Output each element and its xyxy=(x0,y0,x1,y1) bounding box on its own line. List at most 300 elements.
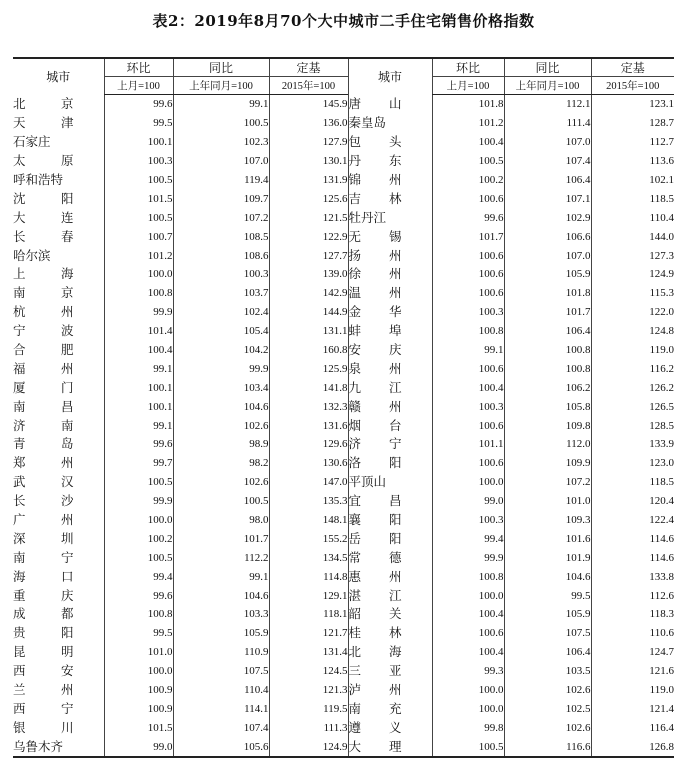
huanbi-value-right: 100.4 xyxy=(432,133,504,152)
table-row xyxy=(13,473,674,492)
tongbi-value-right: 107.1 xyxy=(504,189,591,208)
table-row xyxy=(13,152,674,171)
huanbi-value-left: 99.9 xyxy=(104,492,173,511)
dingji-value-left: 119.5 xyxy=(269,700,348,719)
table-row xyxy=(13,397,674,416)
dingji-value-right: 110.4 xyxy=(591,208,674,227)
table-row xyxy=(13,454,674,473)
tongbi-value-left: 107.5 xyxy=(173,662,269,681)
dingji-value-left: 145.9 xyxy=(269,95,348,114)
table-row xyxy=(13,114,674,133)
city-name-right: 秦皇岛 xyxy=(348,114,432,133)
dingji-subheader-right: 2015年=100 xyxy=(591,77,674,95)
table-row xyxy=(13,284,674,303)
table-row xyxy=(13,718,674,737)
huanbi-value-left: 99.6 xyxy=(104,586,173,605)
tongbi-value-right: 100.8 xyxy=(504,359,591,378)
table-row xyxy=(13,529,674,548)
city-name-left: 上海 xyxy=(13,266,74,282)
dingji-value-left: 111.3 xyxy=(269,718,348,737)
city-name-right: 扬州 xyxy=(348,246,432,265)
dingji-value-left: 132.3 xyxy=(269,397,348,416)
huanbi-value-left: 100.2 xyxy=(104,529,173,548)
tongbi-value-left: 107.0 xyxy=(173,152,269,171)
city-name-right: 常德 xyxy=(348,548,432,567)
huanbi-value-left: 100.0 xyxy=(104,662,173,681)
table-row xyxy=(13,681,674,700)
tongbi-value-right: 107.2 xyxy=(504,473,591,492)
dingji-value-left: 134.5 xyxy=(269,548,348,567)
dingji-value-right: 124.7 xyxy=(591,643,674,662)
table-row xyxy=(13,643,674,662)
city-name-right: 遵义 xyxy=(348,718,432,737)
huanbi-value-left: 99.1 xyxy=(104,359,173,378)
table-row xyxy=(13,322,674,341)
city-name-left: 海口 xyxy=(13,568,74,584)
tongbi-value-left: 103.4 xyxy=(173,378,269,397)
huanbi-value-right: 100.6 xyxy=(432,265,504,284)
huanbi-value-right: 100.0 xyxy=(432,586,504,605)
dingji-value-right: 116.2 xyxy=(591,359,674,378)
city-name-right: 泸州 xyxy=(348,681,432,700)
huanbi-value-right: 100.4 xyxy=(432,605,504,624)
huanbi-value-left: 101.2 xyxy=(104,246,173,265)
tongbi-value-left: 107.4 xyxy=(173,718,269,737)
dingji-value-left: 148.1 xyxy=(269,511,348,530)
city-name-right: 温州 xyxy=(348,284,432,303)
huanbi-value-right: 100.8 xyxy=(432,567,504,586)
city-name-left: 广州 xyxy=(13,512,74,528)
tongbi-value-left: 103.7 xyxy=(173,284,269,303)
tongbi-value-right: 107.0 xyxy=(504,133,591,152)
dingji-value-right: 126.2 xyxy=(591,378,674,397)
city-name-right: 锦州 xyxy=(348,171,432,190)
huanbi-value-right: 100.5 xyxy=(432,152,504,171)
dingji-value-left: 122.9 xyxy=(269,227,348,246)
huanbi-value-right: 101.7 xyxy=(432,227,504,246)
dingji-header-left: 定基 xyxy=(269,58,348,77)
tongbi-value-right: 106.2 xyxy=(504,378,591,397)
city-name-right: 泉州 xyxy=(348,359,432,378)
table-row xyxy=(13,624,674,643)
city-name-left: 成都 xyxy=(13,606,74,622)
dingji-value-right: 119.0 xyxy=(591,341,674,360)
city-name-left: 西安 xyxy=(13,663,74,679)
tongbi-value-right: 106.6 xyxy=(504,227,591,246)
price-index-table xyxy=(13,57,674,758)
table-row xyxy=(13,208,674,227)
tongbi-value-left: 110.4 xyxy=(173,681,269,700)
city-name-right: 无锡 xyxy=(348,227,432,246)
table-row xyxy=(13,567,674,586)
dingji-value-left: 144.9 xyxy=(269,303,348,322)
tongbi-value-right: 109.3 xyxy=(504,511,591,530)
city-name-left: 合肥 xyxy=(13,342,74,358)
city-name-right: 岳阳 xyxy=(348,529,432,548)
tongbi-value-right: 107.5 xyxy=(504,624,591,643)
table-row xyxy=(13,492,674,511)
city-name-left: 长春 xyxy=(13,228,74,244)
tongbi-value-right: 109.9 xyxy=(504,454,591,473)
huanbi-value-right: 100.3 xyxy=(432,397,504,416)
tongbi-value-right: 109.8 xyxy=(504,416,591,435)
dingji-value-right: 126.8 xyxy=(591,737,674,757)
tongbi-value-left: 99.9 xyxy=(173,359,269,378)
huanbi-value-left: 100.8 xyxy=(104,284,173,303)
table-row xyxy=(13,133,674,152)
huanbi-value-right: 99.8 xyxy=(432,718,504,737)
city-name-left: 济南 xyxy=(13,417,74,433)
tongbi-value-left: 100.5 xyxy=(173,492,269,511)
city-header-right: 城市 xyxy=(348,58,432,95)
city-name-right: 韶关 xyxy=(348,605,432,624)
dingji-value-left: 114.8 xyxy=(269,567,348,586)
city-name-left: 西宁 xyxy=(13,700,74,716)
huanbi-value-right: 100.6 xyxy=(432,246,504,265)
huanbi-value-left: 100.9 xyxy=(104,681,173,700)
city-name-right: 南充 xyxy=(348,700,432,719)
dingji-value-right: 118.5 xyxy=(591,473,674,492)
huanbi-value-left: 99.7 xyxy=(104,454,173,473)
huanbi-value-right: 101.2 xyxy=(432,114,504,133)
city-name-left: 天津 xyxy=(13,115,74,131)
city-name-right: 吉林 xyxy=(348,189,432,208)
tongbi-value-left: 105.9 xyxy=(173,624,269,643)
table-row xyxy=(13,511,674,530)
tongbi-value-right: 111.4 xyxy=(504,114,591,133)
huanbi-value-right: 101.1 xyxy=(432,435,504,454)
dingji-value-right: 128.7 xyxy=(591,114,674,133)
table-row xyxy=(13,171,674,190)
huanbi-value-left: 100.8 xyxy=(104,605,173,624)
huanbi-value-left: 99.4 xyxy=(104,567,173,586)
tongbi-value-right: 105.9 xyxy=(504,605,591,624)
dingji-value-right: 133.8 xyxy=(591,567,674,586)
tongbi-value-left: 98.2 xyxy=(173,454,269,473)
dingji-value-left: 129.6 xyxy=(269,435,348,454)
huanbi-value-right: 100.6 xyxy=(432,359,504,378)
huanbi-value-right: 99.9 xyxy=(432,548,504,567)
dingji-value-left: 127.7 xyxy=(269,246,348,265)
tongbi-value-left: 99.1 xyxy=(173,95,269,114)
tongbi-value-right: 100.8 xyxy=(504,341,591,360)
table-row xyxy=(13,435,674,454)
huanbi-value-left: 99.6 xyxy=(104,95,173,114)
huanbi-value-left: 100.4 xyxy=(104,341,173,360)
table-body xyxy=(13,95,674,758)
dingji-value-right: 112.7 xyxy=(591,133,674,152)
dingji-value-right: 123.0 xyxy=(591,454,674,473)
dingji-value-right: 124.9 xyxy=(591,265,674,284)
tongbi-subheader-right: 上年同月=100 xyxy=(504,77,591,95)
huanbi-value-left: 100.5 xyxy=(104,473,173,492)
huanbi-value-right: 100.0 xyxy=(432,473,504,492)
dingji-value-left: 135.3 xyxy=(269,492,348,511)
dingji-value-left: 155.2 xyxy=(269,529,348,548)
huanbi-value-left: 101.5 xyxy=(104,718,173,737)
page-title: 表2：2019年8月70个大中城市二手住宅销售价格指数 xyxy=(152,12,535,30)
city-header-left: 城市 xyxy=(13,58,104,95)
dingji-value-left: 118.1 xyxy=(269,605,348,624)
tongbi-value-left: 104.2 xyxy=(173,341,269,360)
tongbi-value-right: 107.4 xyxy=(504,152,591,171)
dingji-value-left: 129.1 xyxy=(269,586,348,605)
huanbi-value-right: 99.4 xyxy=(432,529,504,548)
dingji-value-left: 125.9 xyxy=(269,359,348,378)
tongbi-value-right: 101.6 xyxy=(504,529,591,548)
huanbi-subheader-left: 上月=100 xyxy=(104,77,173,95)
table-row xyxy=(13,662,674,681)
city-name-left: 厦门 xyxy=(13,379,74,395)
city-name-left: 哈尔滨 xyxy=(13,247,51,263)
huanbi-value-left: 99.5 xyxy=(104,114,173,133)
dingji-value-right: 133.9 xyxy=(591,435,674,454)
tongbi-value-left: 107.2 xyxy=(173,208,269,227)
city-name-right: 烟台 xyxy=(348,416,432,435)
city-name-right: 九江 xyxy=(348,378,432,397)
dingji-value-right: 122.4 xyxy=(591,511,674,530)
huanbi-value-right: 100.6 xyxy=(432,624,504,643)
city-name-left: 太原 xyxy=(13,153,74,169)
huanbi-value-left: 100.1 xyxy=(104,378,173,397)
huanbi-value-right: 99.3 xyxy=(432,662,504,681)
table-row xyxy=(13,378,674,397)
city-name-right: 徐州 xyxy=(348,265,432,284)
tongbi-value-left: 102.3 xyxy=(173,133,269,152)
city-name-left: 宁波 xyxy=(13,323,74,339)
huanbi-value-left: 100.7 xyxy=(104,227,173,246)
dingji-value-left: 127.9 xyxy=(269,133,348,152)
city-name-left: 银川 xyxy=(13,719,74,735)
subheader-row xyxy=(13,77,674,95)
table-row xyxy=(13,303,674,322)
tongbi-value-left: 109.7 xyxy=(173,189,269,208)
dingji-value-right: 119.0 xyxy=(591,681,674,700)
city-name-left: 乌鲁木齐 xyxy=(13,737,104,757)
tongbi-value-right: 101.7 xyxy=(504,303,591,322)
table-row xyxy=(13,359,674,378)
tongbi-value-left: 100.5 xyxy=(173,114,269,133)
city-name-right: 丹东 xyxy=(348,152,432,171)
dingji-value-left: 121.3 xyxy=(269,681,348,700)
table-row xyxy=(13,605,674,624)
huanbi-value-right: 99.0 xyxy=(432,492,504,511)
dingji-value-left: 131.1 xyxy=(269,322,348,341)
table-row xyxy=(13,548,674,567)
city-name-left: 杭州 xyxy=(13,304,74,320)
dingji-value-right: 128.5 xyxy=(591,416,674,435)
dingji-value-left: 121.5 xyxy=(269,208,348,227)
huanbi-value-right: 100.6 xyxy=(432,416,504,435)
huanbi-value-left: 99.0 xyxy=(104,737,173,757)
tongbi-value-left: 110.9 xyxy=(173,643,269,662)
huanbi-value-right: 100.6 xyxy=(432,284,504,303)
huanbi-value-right: 101.8 xyxy=(432,95,504,114)
huanbi-value-left: 99.9 xyxy=(104,303,173,322)
tongbi-value-left: 105.6 xyxy=(173,737,269,757)
tongbi-value-left: 100.3 xyxy=(173,265,269,284)
dingji-value-right: 121.6 xyxy=(591,662,674,681)
dingji-value-right: 144.0 xyxy=(591,227,674,246)
tongbi-value-left: 98.9 xyxy=(173,435,269,454)
city-name-right: 三亚 xyxy=(348,662,432,681)
huanbi-value-left: 100.5 xyxy=(104,171,173,190)
huanbi-value-right: 99.6 xyxy=(432,208,504,227)
table-row xyxy=(13,95,674,114)
huanbi-value-left: 100.9 xyxy=(104,700,173,719)
dingji-value-right: 115.3 xyxy=(591,284,674,303)
huanbi-value-left: 99.1 xyxy=(104,416,173,435)
dingji-value-right: 120.4 xyxy=(591,492,674,511)
huanbi-value-left: 101.0 xyxy=(104,643,173,662)
city-name-left: 深圳 xyxy=(13,530,74,546)
table-row xyxy=(13,265,674,284)
huanbi-subheader-right: 上月=100 xyxy=(432,77,504,95)
city-name-left: 武汉 xyxy=(13,474,74,490)
dingji-value-left: 130.1 xyxy=(269,152,348,171)
dingji-value-left: 125.6 xyxy=(269,189,348,208)
tongbi-value-right: 101.9 xyxy=(504,548,591,567)
dingji-value-right: 121.4 xyxy=(591,700,674,719)
tongbi-value-left: 112.2 xyxy=(173,548,269,567)
city-name-left: 大连 xyxy=(13,209,74,225)
city-name-left: 沈阳 xyxy=(13,190,74,206)
tongbi-value-right: 116.6 xyxy=(504,737,591,757)
dingji-value-right: 114.6 xyxy=(591,548,674,567)
huanbi-value-right: 100.6 xyxy=(432,189,504,208)
tongbi-value-right: 102.9 xyxy=(504,208,591,227)
huanbi-value-left: 99.6 xyxy=(104,435,173,454)
huanbi-value-right: 99.1 xyxy=(432,341,504,360)
dingji-value-left: 131.4 xyxy=(269,643,348,662)
huanbi-value-left: 100.5 xyxy=(104,548,173,567)
tongbi-value-right: 107.0 xyxy=(504,246,591,265)
tongbi-value-right: 101.8 xyxy=(504,284,591,303)
tongbi-value-left: 108.6 xyxy=(173,246,269,265)
dingji-value-right: 127.3 xyxy=(591,246,674,265)
tongbi-value-left: 104.6 xyxy=(173,397,269,416)
dingji-value-right: 118.3 xyxy=(591,605,674,624)
table-row xyxy=(13,737,674,757)
tongbi-value-right: 112.1 xyxy=(504,95,591,114)
dingji-value-right: 116.4 xyxy=(591,718,674,737)
huanbi-header-right: 环比 xyxy=(432,58,504,77)
city-name-right: 赣州 xyxy=(348,397,432,416)
table-row xyxy=(13,246,674,265)
tongbi-value-right: 102.5 xyxy=(504,700,591,719)
tongbi-value-left: 119.4 xyxy=(173,171,269,190)
huanbi-value-left: 100.1 xyxy=(104,397,173,416)
dingji-value-right: 112.6 xyxy=(591,586,674,605)
city-name-right: 大理 xyxy=(348,737,432,757)
tongbi-value-left: 105.4 xyxy=(173,322,269,341)
tongbi-value-left: 114.1 xyxy=(173,700,269,719)
huanbi-value-right: 100.0 xyxy=(432,681,504,700)
dingji-value-left: 142.9 xyxy=(269,284,348,303)
dingji-value-right: 124.8 xyxy=(591,322,674,341)
tongbi-value-right: 102.6 xyxy=(504,718,591,737)
dingji-value-left: 130.6 xyxy=(269,454,348,473)
dingji-header-right: 定基 xyxy=(591,58,674,77)
tongbi-value-right: 106.4 xyxy=(504,322,591,341)
dingji-value-right: 113.6 xyxy=(591,152,674,171)
city-name-right: 宜昌 xyxy=(348,492,432,511)
city-name-right: 北海 xyxy=(348,643,432,662)
dingji-subheader-left: 2015年=100 xyxy=(269,77,348,95)
tongbi-value-left: 102.4 xyxy=(173,303,269,322)
tongbi-value-left: 108.5 xyxy=(173,227,269,246)
tongbi-value-right: 99.5 xyxy=(504,586,591,605)
table-row xyxy=(13,227,674,246)
dingji-value-right: 110.6 xyxy=(591,624,674,643)
tongbi-value-left: 102.6 xyxy=(173,416,269,435)
dingji-value-left: 131.9 xyxy=(269,171,348,190)
city-name-left: 重庆 xyxy=(13,587,74,603)
city-name-left: 南京 xyxy=(13,285,74,301)
city-name-left: 青岛 xyxy=(13,436,74,452)
tongbi-value-right: 106.4 xyxy=(504,171,591,190)
city-name-left: 长沙 xyxy=(13,493,74,509)
dingji-value-left: 141.8 xyxy=(269,378,348,397)
city-name-right: 金华 xyxy=(348,303,432,322)
huanbi-value-left: 100.1 xyxy=(104,133,173,152)
tongbi-value-left: 102.6 xyxy=(173,473,269,492)
dingji-value-left: 147.0 xyxy=(269,473,348,492)
tongbi-value-left: 98.0 xyxy=(173,511,269,530)
city-name-right: 济宁 xyxy=(348,435,432,454)
dingji-value-left: 124.9 xyxy=(269,737,348,757)
dingji-value-left: 124.5 xyxy=(269,662,348,681)
tongbi-value-right: 106.4 xyxy=(504,643,591,662)
tongbi-value-right: 102.6 xyxy=(504,681,591,700)
city-name-right: 惠州 xyxy=(348,567,432,586)
huanbi-value-right: 100.3 xyxy=(432,303,504,322)
huanbi-header-left: 环比 xyxy=(104,58,173,77)
tongbi-header-left: 同比 xyxy=(173,58,269,77)
city-name-right: 桂林 xyxy=(348,624,432,643)
tongbi-value-left: 103.3 xyxy=(173,605,269,624)
huanbi-value-left: 100.0 xyxy=(104,265,173,284)
dingji-value-left: 136.0 xyxy=(269,114,348,133)
tongbi-subheader-left: 上年同月=100 xyxy=(173,77,269,95)
city-name-right: 蚌埠 xyxy=(348,322,432,341)
city-name-left: 南昌 xyxy=(13,398,74,414)
huanbi-value-left: 100.0 xyxy=(104,511,173,530)
city-name-left: 贵阳 xyxy=(13,625,74,641)
huanbi-value-left: 99.5 xyxy=(104,624,173,643)
dingji-value-right: 102.1 xyxy=(591,171,674,190)
table-row xyxy=(13,700,674,719)
table-row xyxy=(13,341,674,360)
city-name-right: 洛阳 xyxy=(348,454,432,473)
city-name-right: 湛江 xyxy=(348,586,432,605)
city-name-right: 襄阳 xyxy=(348,511,432,530)
dingji-value-right: 123.1 xyxy=(591,95,674,114)
tongbi-value-right: 105.8 xyxy=(504,397,591,416)
huanbi-value-right: 100.4 xyxy=(432,643,504,662)
city-name-right: 牡丹江 xyxy=(348,208,432,227)
huanbi-value-right: 100.5 xyxy=(432,737,504,757)
city-name-left: 福州 xyxy=(13,360,74,376)
tongbi-value-left: 101.7 xyxy=(173,529,269,548)
huanbi-value-right: 100.2 xyxy=(432,171,504,190)
city-name-left: 石家庄 xyxy=(13,134,51,150)
city-name-left: 呼和浩特 xyxy=(13,172,64,187)
tongbi-value-right: 112.0 xyxy=(504,435,591,454)
dingji-value-left: 131.6 xyxy=(269,416,348,435)
city-name-left: 昆明 xyxy=(13,644,74,660)
city-name-left: 郑州 xyxy=(13,455,74,471)
